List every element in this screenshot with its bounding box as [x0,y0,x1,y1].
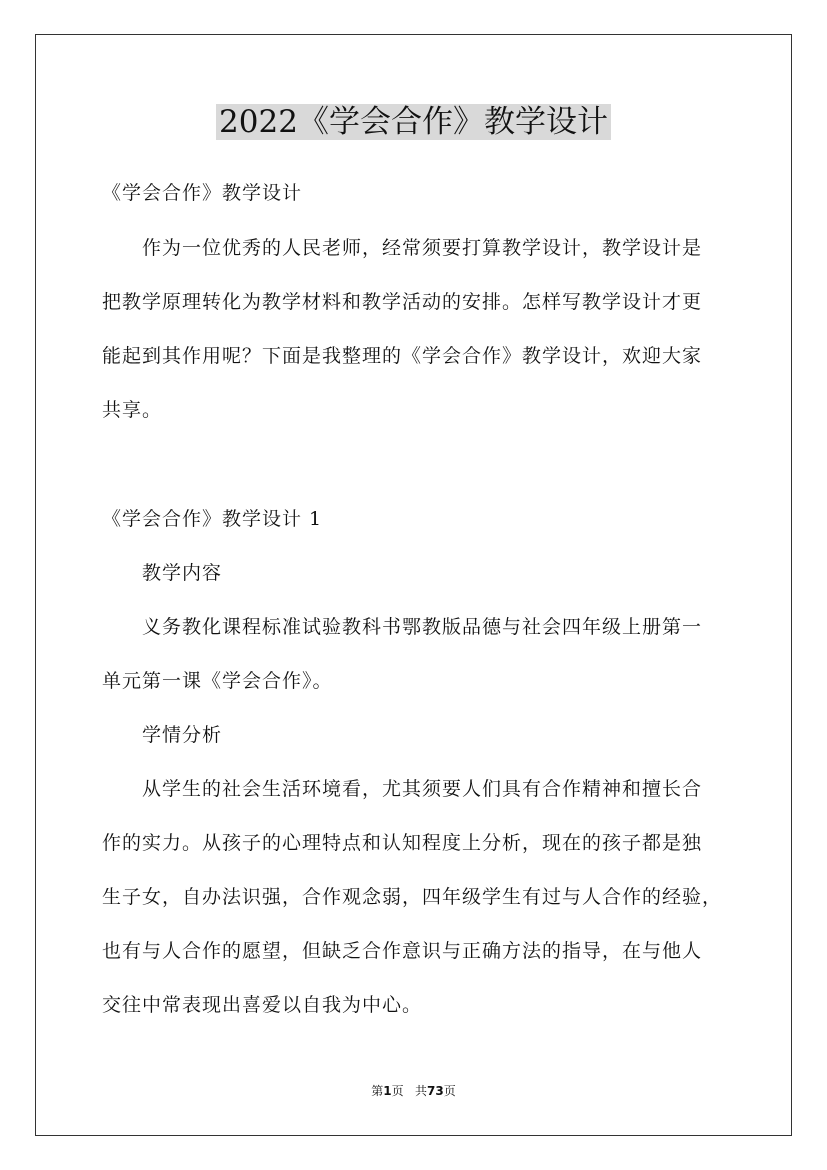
section-heading: 《学会合作》教学设计 1 [102,508,323,530]
footer-page-suffix: 页 [443,1084,456,1098]
analysis-line-5: 交往中常表现出喜爱以自我为中心。 [102,994,423,1016]
content-heading: 教学内容 [142,562,223,584]
footer-page-number: 1 [383,1084,392,1098]
analysis-line-1: 从学生的社会生活环境看，尤其须要人们具有合作精神和擅长合 [142,778,703,800]
footer-page-mid: 页 共 [391,1084,428,1098]
analysis-line-2: 作的实力。从孩子的心理特点和认知程度上分析，现在的孩子都是独 [102,832,703,854]
intro-line-2: 把教学原理转化为教学材料和教学活动的安排。怎样写教学设计才更 [102,291,703,313]
content-line-1: 义务教化课程标准试验教科书鄂教版品德与社会四年级上册第一 [142,616,703,638]
subtitle: 《学会合作》教学设计 [102,182,303,204]
footer-page-prefix: 第 [371,1084,384,1098]
page-footer [0,1083,827,1099]
footer-total-pages: 73 [427,1084,444,1098]
intro-line-1: 作为一位优秀的人民老师，经常须要打算教学设计，教学设计是 [142,237,703,259]
analysis-line-3: 生子女，自办法识强，合作观念弱，四年级学生有过与人合作的经验， [102,886,723,908]
intro-line-3: 能起到其作用呢？下面是我整理的《学会合作》教学设计，欢迎大家 [102,345,703,367]
analysis-line-4: 也有与人合作的愿望，但缺乏合作意识与正确方法的指导，在与他人 [102,940,703,962]
content-line-2: 单元第一课《学会合作》。 [102,670,333,692]
analysis-heading: 学情分析 [142,724,223,746]
document-title-text: 2022《学会合作》教学设计 [216,104,611,140]
document-title [0,102,827,142]
intro-line-4: 共享。 [102,399,163,421]
